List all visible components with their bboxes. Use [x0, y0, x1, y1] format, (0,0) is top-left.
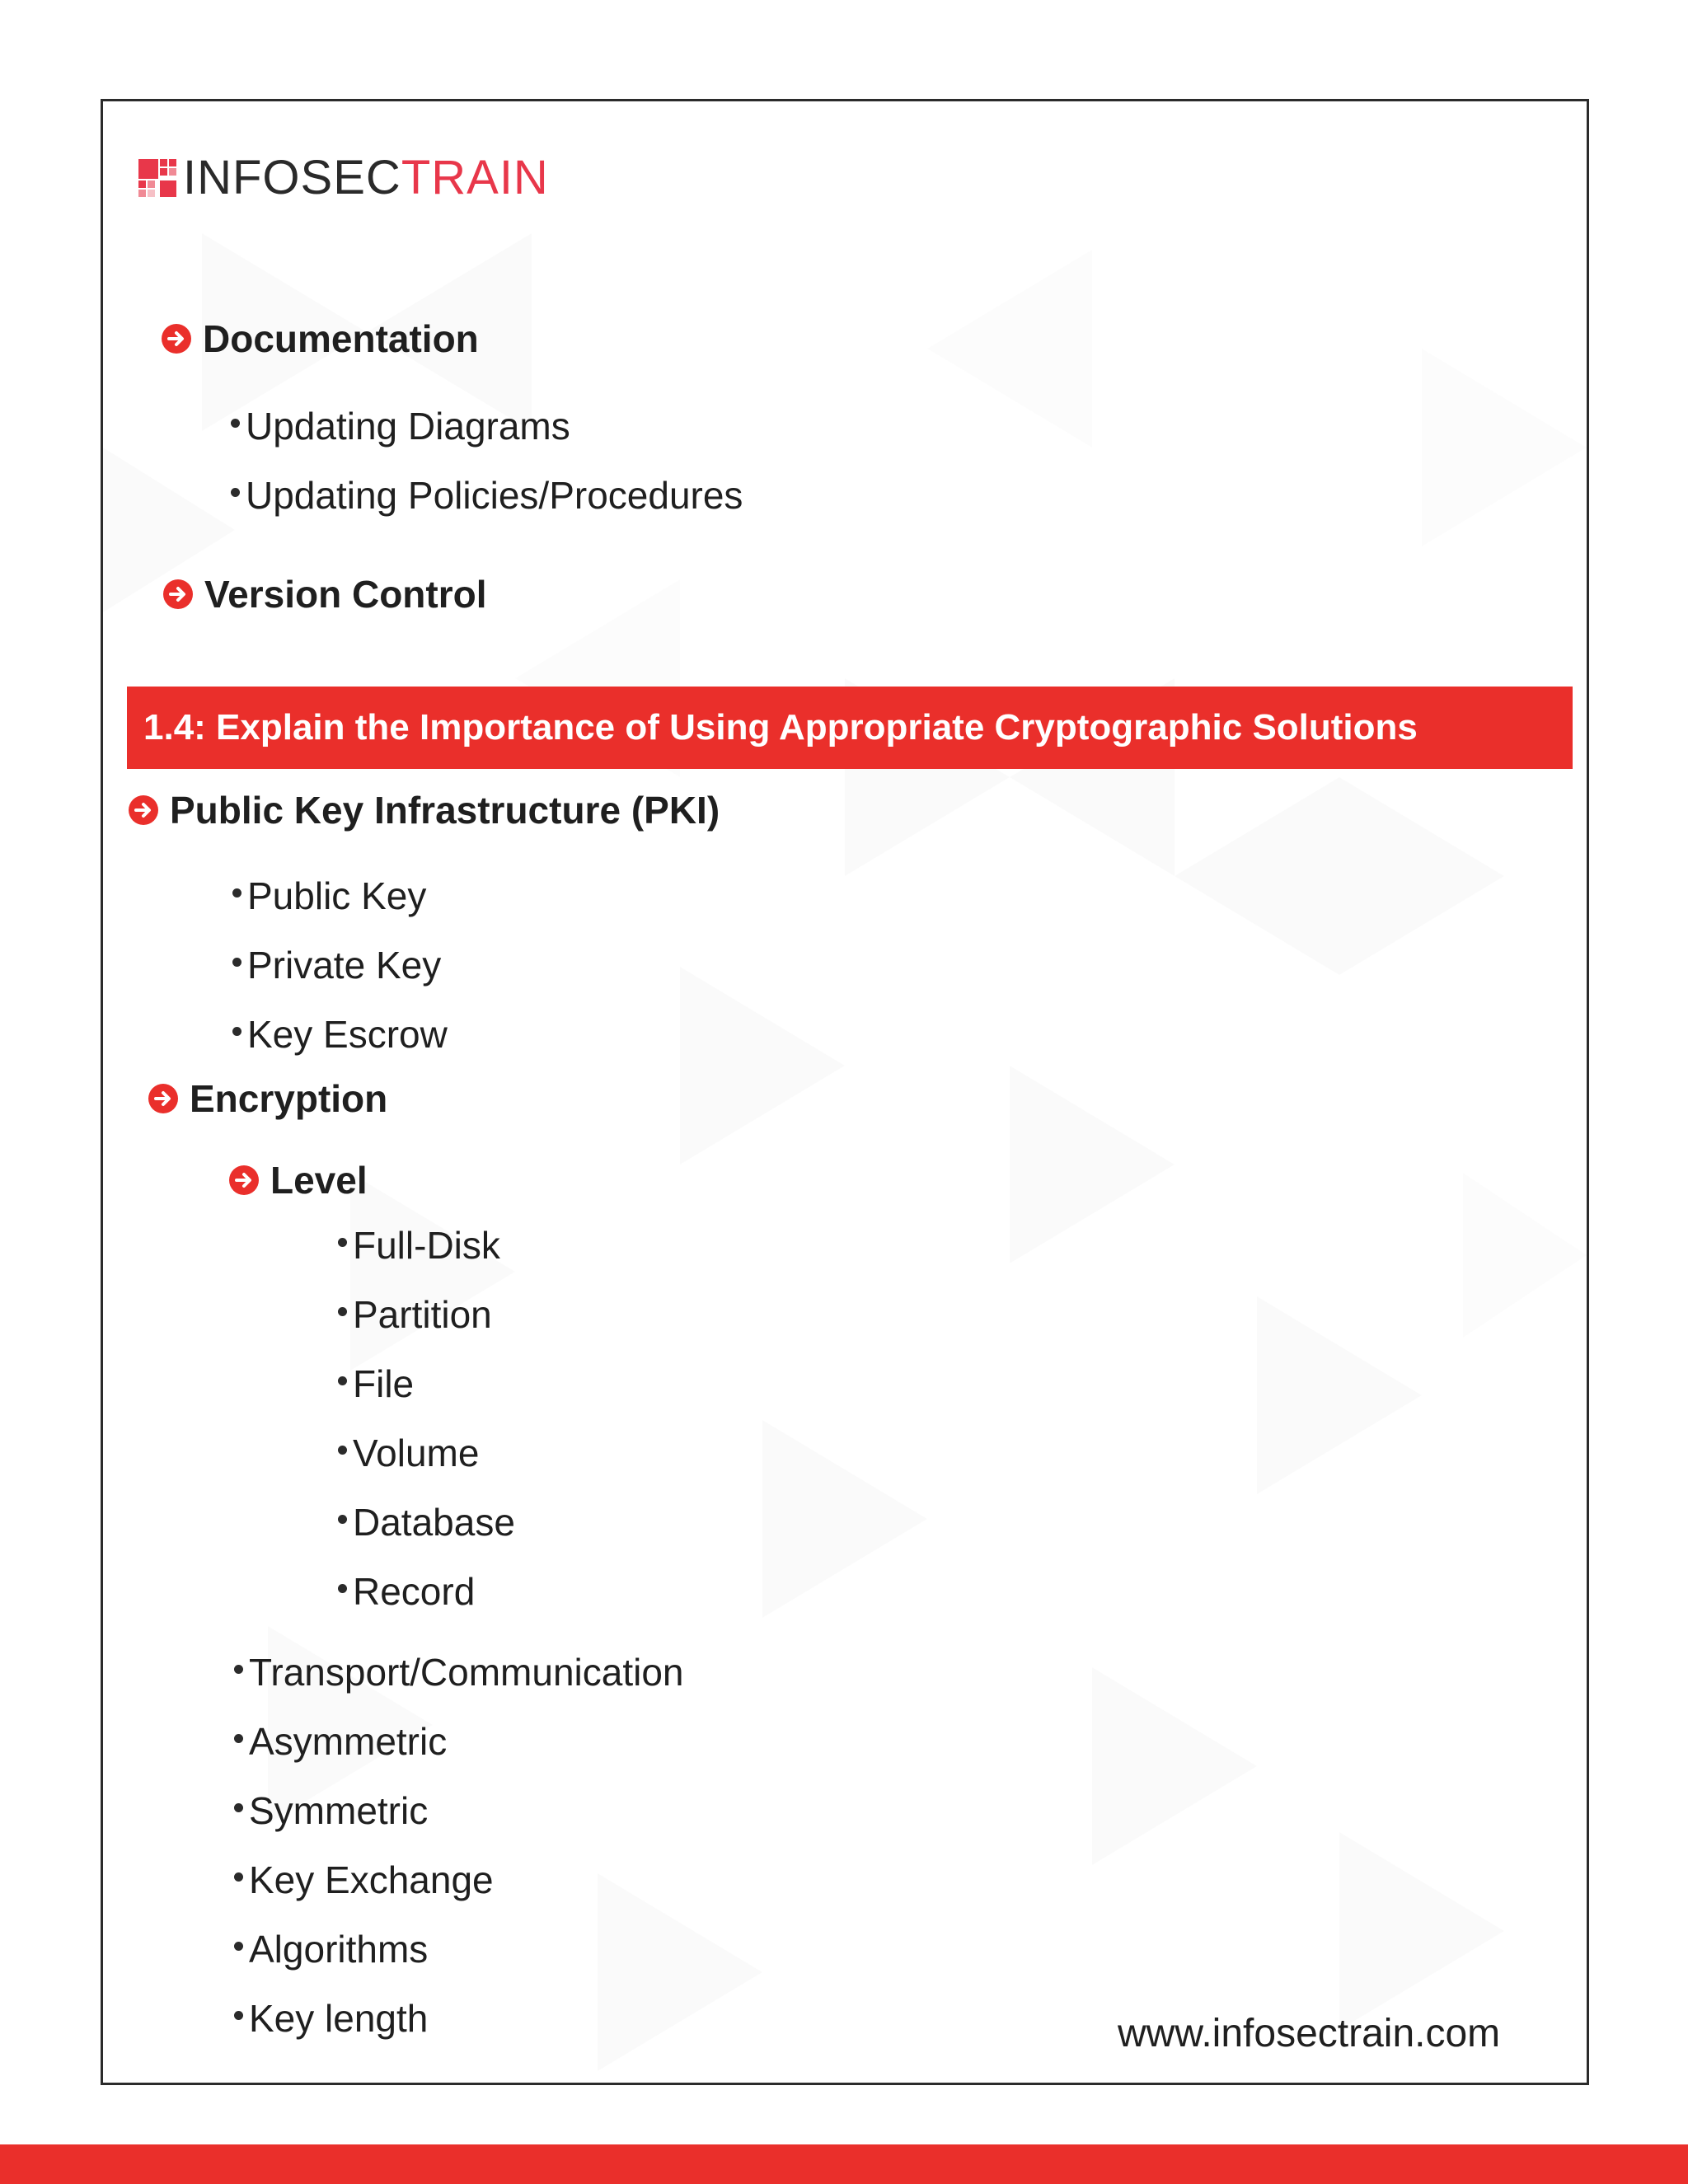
- list-item-label: Transport/Communication: [249, 1651, 684, 1694]
- arrow-circle-right-icon: [162, 324, 191, 354]
- bullet-dot-icon: [234, 1872, 243, 1882]
- heading-pki-label: Public Key Infrastructure (PKI): [170, 789, 720, 832]
- infosectrain-logo: [138, 151, 549, 204]
- list-item-label: Public Key: [247, 874, 427, 917]
- heading-documentation-label: Documentation: [203, 317, 479, 360]
- subheading-level: [229, 1158, 368, 1202]
- list-item: [234, 1927, 428, 1971]
- list-item: [232, 874, 426, 918]
- list-item: [234, 1719, 447, 1764]
- section-title-banner: 1.4: Explain the Importance of Using Appropriate Cryptographic Solutions: [127, 687, 1573, 769]
- bullet-dot-icon: [232, 888, 241, 898]
- list-item-label: Record: [353, 1570, 476, 1613]
- bullet-dot-icon: [234, 1665, 243, 1674]
- list-item-label: Updating Diagrams: [246, 405, 570, 448]
- bullet-dot-icon: [234, 2011, 243, 2020]
- arrow-circle-right-icon: [229, 1165, 259, 1195]
- logo-wordmark-accent: TRAIN: [401, 151, 549, 204]
- list-item: [234, 1650, 684, 1694]
- logo-grid-icon: [138, 159, 176, 197]
- bottom-accent-bar: [0, 2144, 1688, 2184]
- list-item: [234, 1788, 428, 1833]
- list-item: [232, 1012, 448, 1057]
- heading-pki: [129, 788, 720, 832]
- list-item: [338, 1500, 515, 1544]
- bullet-dot-icon: [338, 1238, 347, 1247]
- list-item-label: Updating Policies/Procedures: [246, 474, 743, 517]
- list-item-label: Volume: [353, 1432, 480, 1474]
- list-item-label: Algorithms: [249, 1928, 429, 1971]
- bullet-dot-icon: [338, 1515, 347, 1524]
- arrow-circle-right-icon: [163, 579, 193, 609]
- bullet-dot-icon: [338, 1307, 347, 1316]
- bullet-dot-icon: [231, 488, 240, 497]
- list-item-label: Key Exchange: [249, 1858, 494, 1901]
- list-item-label: Key length: [249, 1997, 429, 2040]
- bullet-dot-icon: [338, 1376, 347, 1385]
- list-item: [338, 1361, 414, 1406]
- list-item-label: Symmetric: [249, 1789, 429, 1832]
- list-item-label: File: [353, 1362, 415, 1405]
- list-item: [231, 404, 570, 448]
- heading-encryption-label: Encryption: [190, 1077, 388, 1120]
- list-item: [338, 1431, 479, 1475]
- heading-version-control-label: Version Control: [204, 573, 487, 616]
- list-item: [232, 943, 441, 987]
- bullet-dot-icon: [234, 1734, 243, 1743]
- heading-documentation: [162, 316, 479, 361]
- list-item-label: Private Key: [247, 944, 442, 987]
- arrow-circle-right-icon: [129, 795, 158, 825]
- subheading-level-label: Level: [270, 1159, 368, 1202]
- list-item: [234, 1996, 428, 2041]
- list-item-label: Partition: [353, 1293, 492, 1336]
- list-item-label: Asymmetric: [249, 1720, 448, 1763]
- bullet-dot-icon: [338, 1584, 347, 1593]
- bullet-dot-icon: [234, 1942, 243, 1951]
- list-item-label: Database: [353, 1501, 515, 1544]
- list-item-label: Key Escrow: [247, 1013, 448, 1056]
- logo-wordmark: [183, 151, 549, 204]
- list-item: [231, 473, 743, 518]
- arrow-circle-right-icon: [148, 1084, 178, 1113]
- footer-website-link[interactable]: www.infosectrain.com: [1118, 2012, 1501, 2055]
- list-item: [234, 1858, 494, 1902]
- bullet-dot-icon: [338, 1446, 347, 1455]
- logo-wordmark-primary: INFOSEC: [183, 151, 401, 204]
- list-item: [338, 1569, 475, 1614]
- bullet-dot-icon: [234, 1803, 243, 1812]
- heading-encryption: [148, 1076, 387, 1121]
- list-item: [338, 1292, 492, 1337]
- bullet-dot-icon: [231, 419, 240, 428]
- heading-version-control: [163, 572, 486, 616]
- bullet-dot-icon: [232, 958, 241, 967]
- list-item-label: Full-Disk: [353, 1224, 500, 1267]
- bullet-dot-icon: [232, 1027, 241, 1036]
- list-item: [338, 1223, 500, 1268]
